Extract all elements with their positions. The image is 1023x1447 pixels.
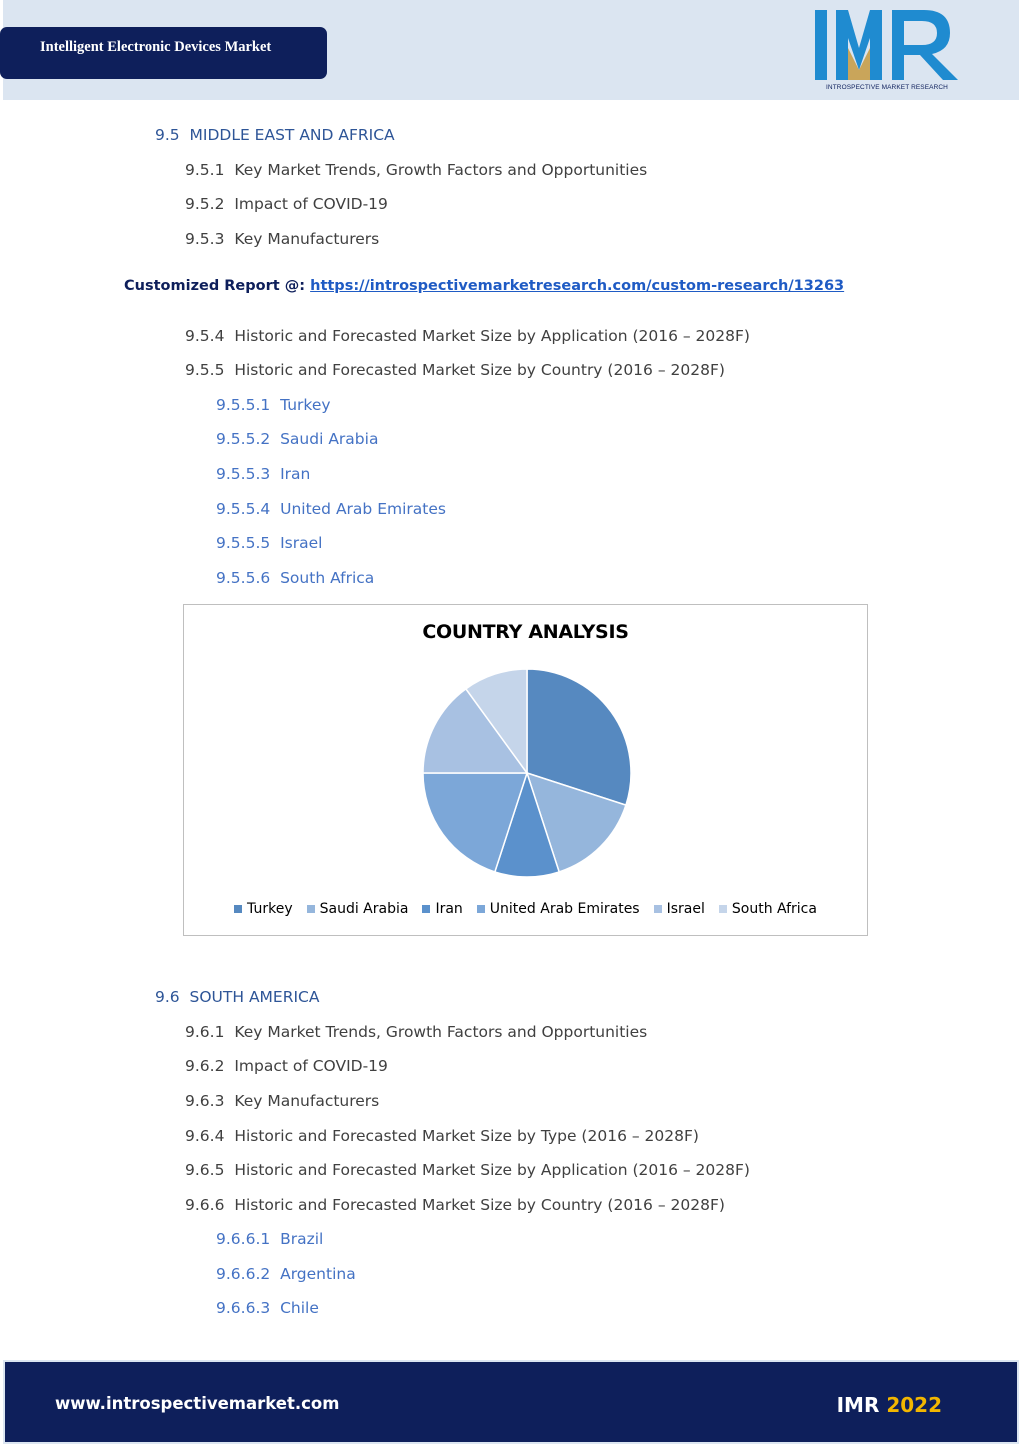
legend-label: United Arab Emirates [489, 901, 640, 917]
toc-country-item[interactable] [216, 1229, 323, 1249]
pie-chart [422, 667, 632, 879]
page-footer [3, 1360, 1019, 1444]
toc-item[interactable] [185, 160, 647, 180]
toc-item-number: 9.5.4 [185, 327, 225, 345]
toc-item-number: 9.6.4 [185, 1127, 225, 1145]
toc-item-label: Argentina [280, 1265, 356, 1283]
toc-item[interactable] [185, 1091, 379, 1111]
toc-item-label: Chile [280, 1299, 319, 1317]
legend-item [719, 901, 817, 917]
toc-item-number: 9.5.5 [185, 361, 225, 379]
toc-item[interactable] [185, 1022, 647, 1042]
toc-item-number: 9.5.5.6 [216, 569, 271, 587]
legend-swatch [477, 905, 485, 913]
toc-item[interactable] [185, 360, 725, 380]
customized-report-line [124, 278, 844, 294]
toc-item-label: Brazil [280, 1230, 324, 1248]
toc-item-label: Historic and Forecasted Market Size by Application (2016 – 2028F) [234, 1161, 750, 1179]
toc-item-label: Israel [280, 534, 323, 552]
logo-subtitle: INTROSPECTIVE MARKET RESEARCH [826, 84, 948, 91]
customized-report-link[interactable]: https://introspectivemarketresearch.com/custom-research/13263 [310, 278, 845, 294]
section-title: SOUTH AMERICA [189, 988, 320, 1006]
legend-swatch [719, 905, 727, 913]
legend-swatch [654, 905, 662, 913]
legend-label: Turkey [247, 901, 293, 917]
legend-label: South Africa [731, 901, 817, 917]
country-analysis-chart [183, 604, 868, 936]
toc-item-label: Historic and Forecasted Market Size by Application (2016 – 2028F) [234, 327, 750, 345]
toc-item-label: Key Market Trends, Growth Factors and Opportunities [234, 1023, 648, 1041]
section-heading-9-6[interactable] [155, 987, 320, 1007]
toc-item[interactable] [185, 194, 388, 214]
toc-item-label: Impact of COVID-19 [234, 195, 388, 213]
toc-item-label: South Africa [280, 569, 375, 587]
toc-item-label: Turkey [280, 396, 331, 414]
toc-item-label: Key Manufacturers [234, 230, 380, 248]
toc-item-number: 9.6.5 [185, 1161, 225, 1179]
legend-label: Iran [435, 901, 463, 917]
toc-item-label: United Arab Emirates [280, 500, 446, 518]
toc-country-item[interactable] [216, 533, 322, 553]
toc-item-label: Impact of COVID-19 [234, 1057, 388, 1075]
toc-item-number: 9.5.2 [185, 195, 225, 213]
legend-item [234, 901, 293, 917]
toc-item-number: 9.6.6.3 [216, 1299, 271, 1317]
document-title: Intelligent Electronic Devices Market [0, 27, 327, 79]
toc-item-number: 9.6.1 [185, 1023, 225, 1041]
section-heading-9-5[interactable] [155, 125, 395, 145]
section-title: MIDDLE EAST AND AFRICA [189, 126, 395, 144]
legend-item [654, 901, 705, 917]
legend-item [477, 901, 640, 917]
toc-item[interactable] [185, 229, 379, 249]
legend-swatch [422, 905, 430, 913]
toc-item-label: Iran [280, 465, 311, 483]
legend-label: Saudi Arabia [319, 901, 409, 917]
toc-item[interactable] [185, 1195, 725, 1215]
toc-country-item[interactable] [216, 429, 378, 449]
toc-item-number: 9.5.5.4 [216, 500, 271, 518]
toc-item-label: Historic and Forecasted Market Size by Country (2016 – 2028F) [234, 1196, 725, 1214]
toc-item-number: 9.6.2 [185, 1057, 225, 1075]
toc-country-item[interactable] [216, 1264, 356, 1284]
footer-website-link[interactable]: www.introspectivemarket.com [55, 1394, 340, 1413]
legend-swatch [234, 905, 242, 913]
toc-country-item[interactable] [216, 499, 446, 519]
toc-country-item[interactable] [216, 395, 331, 415]
imr-logo [812, 8, 964, 96]
toc-item-label: Historic and Forecasted Market Size by Type (2016 – 2028F) [234, 1127, 699, 1145]
section-number: 9.5 [155, 126, 180, 144]
chart-title: COUNTRY ANALYSIS [422, 621, 629, 643]
legend-item [307, 901, 409, 917]
toc-item-number: 9.5.3 [185, 230, 225, 248]
footer-brand-name: IMR [836, 1393, 880, 1417]
toc-item-number: 9.5.5.2 [216, 430, 271, 448]
toc-item-number: 9.5.5.1 [216, 396, 271, 414]
toc-country-item[interactable] [216, 1298, 319, 1318]
toc-item[interactable] [185, 1160, 750, 1180]
footer-brand [837, 1393, 942, 1417]
toc-item-number: 9.5.5.5 [216, 534, 271, 552]
toc-item-number: 9.6.6.1 [216, 1230, 271, 1248]
legend-swatch [307, 905, 315, 913]
customized-report-separator: : [299, 278, 306, 294]
section-number: 9.6 [155, 988, 180, 1006]
legend-item [422, 901, 462, 917]
chart-legend [184, 901, 867, 917]
customized-report-label: Customized Report @ [124, 278, 300, 294]
toc-item-label: Key Market Trends, Growth Factors and Opportunities [234, 161, 648, 179]
toc-item-number: 9.6.6 [185, 1196, 225, 1214]
toc-item-number: 9.6.3 [185, 1092, 225, 1110]
toc-item[interactable] [185, 326, 750, 346]
imr-logo-mark [812, 8, 962, 82]
toc-item[interactable] [185, 1056, 388, 1076]
footer-year: 2022 [886, 1393, 942, 1417]
toc-item-label: Saudi Arabia [280, 430, 379, 448]
toc-item[interactable] [185, 1126, 699, 1146]
legend-label: Israel [666, 901, 705, 917]
toc-item-number: 9.5.1 [185, 161, 225, 179]
toc-item-number: 9.6.6.2 [216, 1265, 271, 1283]
toc-country-item[interactable] [216, 568, 374, 588]
toc-country-item[interactable] [216, 464, 310, 484]
toc-item-label: Historic and Forecasted Market Size by Country (2016 – 2028F) [234, 361, 725, 379]
toc-item-number: 9.5.5.3 [216, 465, 271, 483]
toc-item-label: Key Manufacturers [234, 1092, 380, 1110]
